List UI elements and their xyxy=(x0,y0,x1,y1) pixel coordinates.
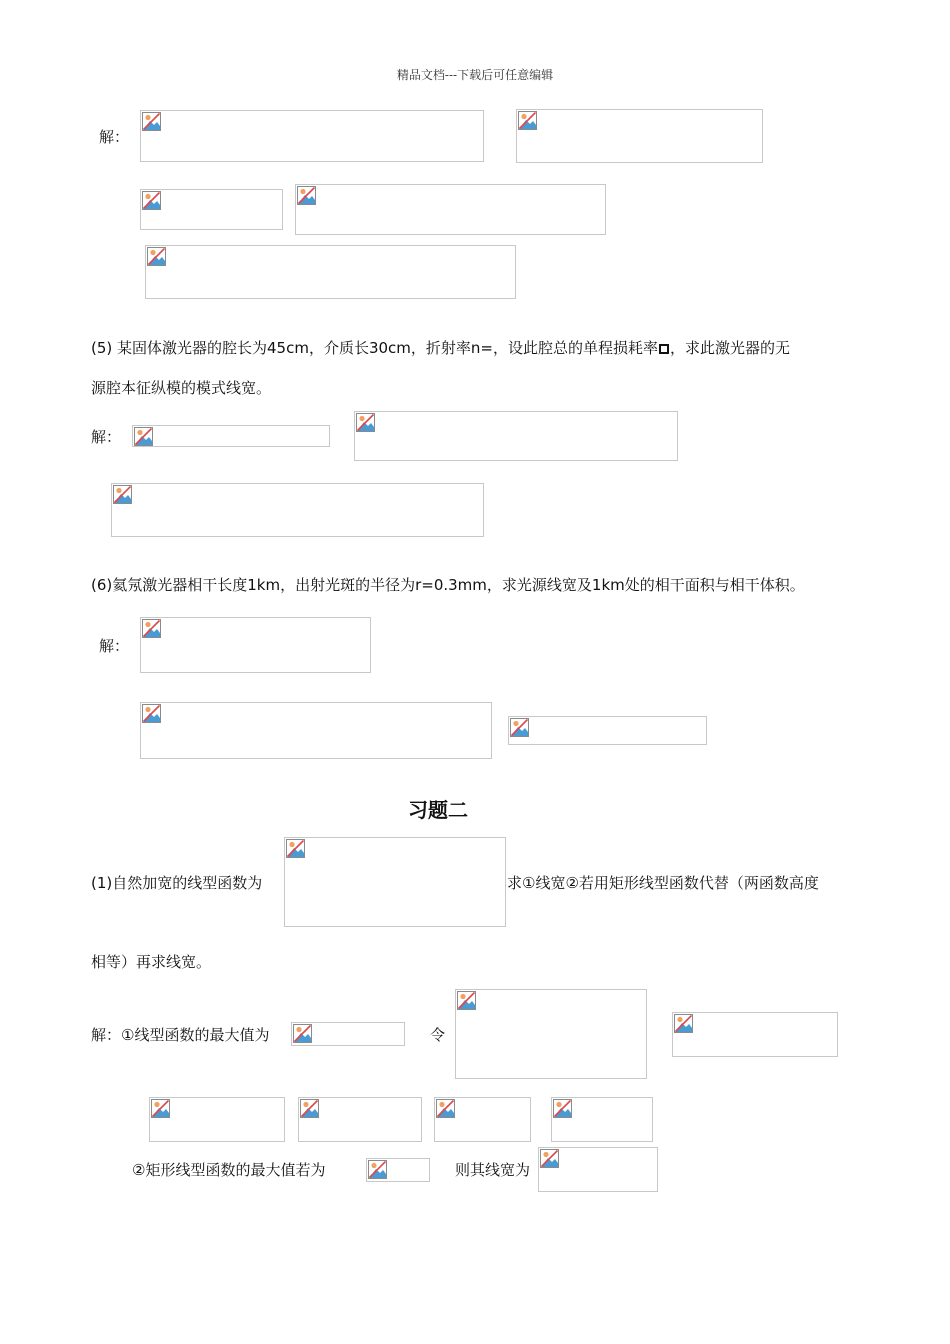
page-header: 精品文档---下载后可任意编辑 xyxy=(396,68,554,82)
problem-6-text: (6)氦氖激光器相干长度1km，出射光斑的半径为r=0.3mm，求光源线宽及1km处的相干面积与相干体积。 xyxy=(91,576,805,594)
broken-image-icon xyxy=(142,704,161,723)
formula-image xyxy=(508,716,707,745)
broken-image-icon xyxy=(297,186,316,205)
broken-image-icon xyxy=(457,991,476,1010)
problem-2-1-line2: 相等）再求线宽。 xyxy=(91,953,212,971)
formula-image xyxy=(551,1097,653,1142)
broken-image-icon xyxy=(147,247,166,266)
formula-image xyxy=(284,837,506,927)
broken-image-icon xyxy=(134,427,153,446)
broken-image-icon xyxy=(518,111,537,130)
broken-image-icon xyxy=(142,191,161,210)
formula-image xyxy=(140,617,371,673)
formula-image xyxy=(516,109,763,163)
problem-5-line1-b: ，求此激光器的无 xyxy=(670,339,791,357)
answer-label: 解： xyxy=(99,637,130,655)
formula-image xyxy=(140,110,484,162)
answer-label: 解： xyxy=(91,428,122,446)
answer-line3-a: ②矩形线型函数的最大值若为 xyxy=(132,1161,326,1179)
formula-image xyxy=(145,245,516,299)
formula-image xyxy=(291,1022,405,1046)
broken-image-icon xyxy=(286,839,305,858)
formula-image xyxy=(140,189,283,230)
broken-image-icon xyxy=(510,718,529,737)
broken-image-icon xyxy=(142,619,161,638)
formula-image xyxy=(298,1097,422,1142)
broken-image-icon xyxy=(436,1099,455,1118)
formula-image xyxy=(149,1097,285,1142)
broken-image-icon xyxy=(142,112,161,131)
broken-image-icon xyxy=(113,485,132,504)
formula-image xyxy=(295,184,606,235)
broken-image-icon xyxy=(674,1014,693,1033)
formula-image xyxy=(672,1012,838,1057)
answer-line3-b: 则其线宽为 xyxy=(455,1161,531,1179)
section-title: 习题二 xyxy=(408,798,468,822)
problem-5-line2: 源腔本征纵模的模式线宽。 xyxy=(91,379,272,397)
broken-image-icon xyxy=(151,1099,170,1118)
formula-image xyxy=(455,989,647,1079)
formula-image xyxy=(132,425,330,447)
problem-2-1-line1-b: 求①线宽②若用矩形线型函数代替（两函数高度 xyxy=(507,874,819,892)
formula-image xyxy=(111,483,484,537)
broken-image-icon xyxy=(300,1099,319,1118)
broken-image-icon xyxy=(553,1099,572,1118)
formula-image xyxy=(366,1158,430,1182)
problem-5-text xyxy=(91,338,790,358)
broken-image-icon xyxy=(540,1149,559,1168)
answer-line1-a: 解：①线型函数的最大值为 xyxy=(91,1026,270,1044)
answer-label: 解： xyxy=(99,128,130,146)
broken-image-icon xyxy=(293,1024,312,1043)
answer-line1-b: 令 xyxy=(430,1026,446,1044)
broken-image-icon xyxy=(368,1160,387,1179)
problem-2-1-line1-a: (1)自然加宽的线型函数为 xyxy=(91,874,263,892)
broken-image-icon xyxy=(356,413,375,432)
formula-image xyxy=(354,411,678,461)
formula-image xyxy=(538,1147,658,1192)
square-symbol xyxy=(659,344,669,354)
formula-image xyxy=(434,1097,531,1142)
formula-image xyxy=(140,702,492,759)
problem-5-line1-a: (5) 某固体激光器的腔长为45cm，介质长30cm，折射率n=，设此腔总的单程损耗率 xyxy=(91,339,658,357)
